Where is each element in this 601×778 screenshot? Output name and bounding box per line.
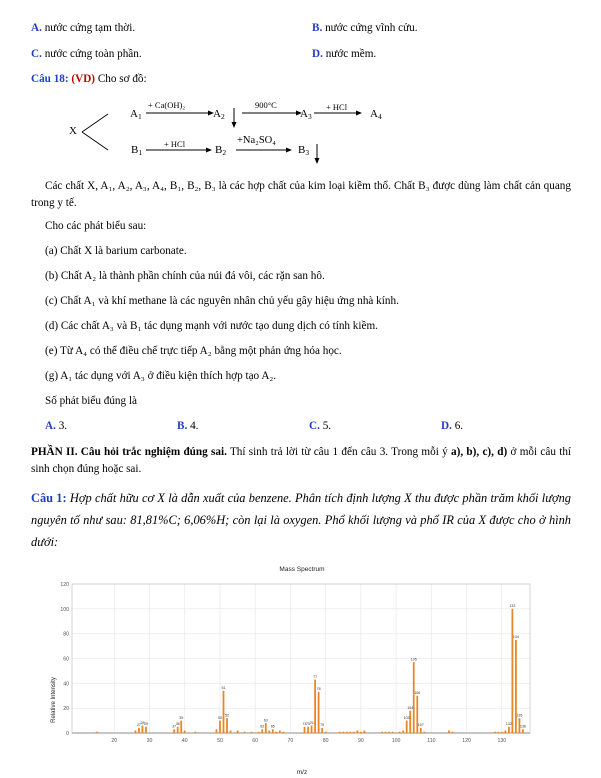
reagent-label: +Na₂SO₄ [237,135,276,146]
x-tick-label: 80 [322,738,329,744]
peak-label: 132 [505,721,512,726]
statement-e: (e) Từ A₄ có thể điều chế trực tiếp A₂ bằng một phản ứng hóa học. [45,345,342,357]
peak-bar [180,721,182,733]
x-tick-label: 60 [252,738,259,744]
y-tick-label: 0 [66,731,69,737]
peak-label: 38 [175,721,180,726]
option-text: 3. [58,420,68,432]
peak-bar [282,732,284,733]
option-text: 6. [454,420,464,432]
option-key: C. [31,48,42,60]
peak-label: 106 [414,690,421,695]
peak-bar [392,732,394,733]
x-tick-label: 50 [217,738,223,744]
statement-d: (d) Các chất A₃ và B₁ tác dụng mạnh với nước tạo dung dịch có tính kiềm. [45,320,378,332]
y-axis-label: Relative Intensity [51,677,57,723]
y-tick-label: 20 [63,706,69,713]
q17-option-d [312,48,376,60]
option-key: B. [312,22,323,34]
mass-spectrum-chart [44,560,534,775]
statement-b: (b) Chất A₂ là thành phần chính của núi đá vôi, các rặn san hô. [45,270,325,282]
peak-bar [216,729,218,733]
q18-question: Số phát biểu đúng là [45,395,137,407]
chart-svg [44,560,534,775]
chart-axes [60,582,530,744]
peak-label: 74 [302,721,307,726]
question-level: (VD) [71,73,96,85]
peak-bar [406,721,408,733]
peak-label: 50 [217,715,222,720]
option-text: 5. [322,420,332,432]
part2-instructions [31,444,571,478]
peak-bar [353,732,355,733]
peak-bar [508,727,510,733]
chart-peak-labels [137,604,526,728]
peak-bar [413,662,415,733]
peak-bar [501,732,503,733]
option-key: B. [177,420,188,432]
q18-option-c [309,420,331,432]
peak-bar [265,723,267,733]
compound-b1: $B_1$ [131,144,143,157]
q17-option-b [312,22,418,34]
peak-label: 63 [263,718,268,723]
peak-bar [268,731,270,733]
peak-bar [261,729,263,733]
option-text: nước mềm. [325,48,377,60]
peak-bar [321,728,323,733]
reaction-scheme [60,98,390,168]
y-tick-label: 80 [63,631,69,638]
statement-c: (c) Chất A₁ và khí methane là các nguyên nhân chủ yếu gây hiệu ứng nhà kính. [45,295,399,307]
option-text: 4. [190,420,199,432]
compound-a3: $A_3$ [300,108,312,121]
q18-option-b [177,420,198,432]
peak-bar [385,732,387,733]
y-tick-label: 40 [63,681,69,688]
peak-bar [184,731,186,733]
compound-a4: $A_4$ [370,108,382,121]
peak-bar [399,732,401,733]
question-intro: Cho sơ đồ: [97,73,147,85]
option-text: nước cứng toàn phần. [44,48,142,60]
y-tick-label: 120 [60,582,69,588]
peak-label: 135 [516,713,523,718]
peak-bar [381,732,383,733]
peak-bar [251,732,253,733]
y-tick-label: 100 [60,606,69,613]
peak-bar [258,732,260,733]
reagent-label: 900°C [255,100,277,110]
peak-bar [346,732,348,733]
peak-bar [237,731,239,733]
x-tick-label: 40 [181,738,188,744]
peak-bar [311,726,313,733]
q17-option-c [31,48,142,60]
peak-bar [307,727,309,733]
peak-bar [494,732,496,733]
peak-bar [142,726,144,733]
q18-option-a [45,420,67,432]
peak-bar [230,731,232,733]
q18-description: Các chất X, A₁, A₂, A₃, A₄, B₁, B₂, B₃ là các hợp chất của kim loại kiềm thổ. Chất B₃ được dùng làm chất cản quang trong y tế. [31,180,571,209]
x-tick-label: 20 [111,738,118,744]
chart-grid [72,584,530,733]
peak-bar [515,640,517,733]
peak-label: 27 [136,723,141,728]
question-label: Câu 1: [31,491,67,505]
x-tick-label: 120 [462,738,471,744]
peak-label: 37 [172,724,177,729]
chart-title: Mass Spectrum [279,566,325,573]
peak-bar [173,729,175,733]
peak-label: 105 [410,657,417,662]
peak-bar [364,731,366,733]
peak-label: 52 [225,713,230,718]
x-tick-label: 130 [497,738,507,744]
option-key: A. [45,420,56,432]
peak-label: 51 [221,685,226,690]
statement-g: (g) A₁ tác dụng với A₃ ở điều kiện thích hợp tạo A₂. [45,370,277,382]
peak-bar [360,732,362,733]
peak-label: 62 [260,724,265,729]
peak-bar [138,728,140,733]
statement-a: (a) Chất X là barium carbonate. [45,245,187,257]
peak-bar [177,727,179,733]
peak-bar [279,731,281,733]
peak-bar [272,729,274,733]
option-text: nước cứng tạm thời. [44,22,136,34]
compound-a2: $A_2$ [213,108,225,121]
reagent-label: + HCl [164,139,186,149]
peak-bar [497,732,499,733]
peak-bar [275,732,277,733]
compound-b3: $B_3$ [298,144,310,157]
peak-bar [96,732,98,733]
peak-bar [223,691,225,733]
peak-label: 75 [306,721,311,726]
peak-bar [504,731,506,733]
compound-b2: $B_2$ [215,144,227,157]
x-axis-label: m/z [296,769,308,775]
peak-label: 134 [512,635,519,640]
peak-label: 28 [140,720,145,725]
option-key: D. [312,48,323,60]
x-tick-label: 90 [358,738,364,744]
peak-bar [423,732,425,733]
x-tick-label: 110 [427,738,436,744]
peak-bar [219,721,221,733]
peak-label: 76 [309,720,314,725]
reagent-label: + Ca(OH)₂ [148,100,186,110]
peak-bar [388,732,390,733]
part2-text: Thí sinh trả lời từ câu 1 đến câu 3. Trong mỗi ý [226,446,451,458]
peak-bar [135,731,137,733]
x-tick-label: 100 [391,738,401,744]
q18-option-d [441,420,463,432]
peak-bar [244,732,246,733]
peak-label: 78 [316,687,321,692]
peak-label: 104 [407,705,414,710]
q18-header [31,73,147,85]
peak-bar [356,731,358,733]
option-key: A. [31,22,42,34]
peak-label: 39 [179,715,184,720]
peak-bar [349,732,351,733]
peak-bar [409,711,411,733]
peak-bar [511,609,513,733]
x-tick-label: 70 [287,738,294,744]
part2-items: a), b), c), d) [451,446,508,458]
peak-bar [194,732,196,733]
peak-bar [420,728,422,733]
peak-bar [416,696,418,733]
peak-bar [402,731,404,733]
question-label: Câu 18: [31,73,69,85]
peak-bar [145,727,147,733]
q1-text [31,487,571,553]
peak-label: 29 [143,721,148,726]
peak-bar [448,731,450,733]
chart-bars [96,609,524,733]
peak-label: 79 [320,723,325,728]
x-tick-label: 30 [146,738,153,744]
peak-bar [325,732,327,733]
peak-label: 77 [313,674,318,679]
peak-bar [452,732,454,733]
peak-bar [342,732,344,733]
y-tick-label: 60 [63,656,69,663]
q17-option-a [31,22,135,34]
peak-label: 136 [519,724,526,729]
peak-bar [522,729,524,733]
peak-bar [226,718,228,733]
part2-title: PHẦN II. Câu hỏi trắc nghiệm đúng sai. [31,446,227,458]
option-text: nước cứng vĩnh cửu. [325,22,418,34]
part2-text2: ở mỗi câu thí sinh chọn đúng hoặc sai. [31,446,572,475]
question-body: Hợp chất hữu cơ X là dẫn xuất của benzene. Phân tích định lượng X thu được phần trăm khối lượng nguyên tố như sau: 81,81%C; 6,06%H; còn lại là oxygen. Phổ khối lượng và phổ IR của X được cho ở hình dưới: [31,491,571,549]
peak-bar [339,732,341,733]
peak-label: 133 [509,604,516,609]
peak-label: 107 [417,723,424,728]
q18-prompt: Cho các phát biểu sau: [45,220,147,232]
compound-x: X [69,125,77,137]
peak-label: 65 [270,724,275,729]
option-key: C. [309,420,320,432]
option-key: D. [441,420,452,432]
reagent-label: + HCl [326,102,348,112]
peak-bar [304,727,306,733]
compound-a1: $A_1$ [130,108,142,121]
peak-label: 103 [403,715,410,720]
